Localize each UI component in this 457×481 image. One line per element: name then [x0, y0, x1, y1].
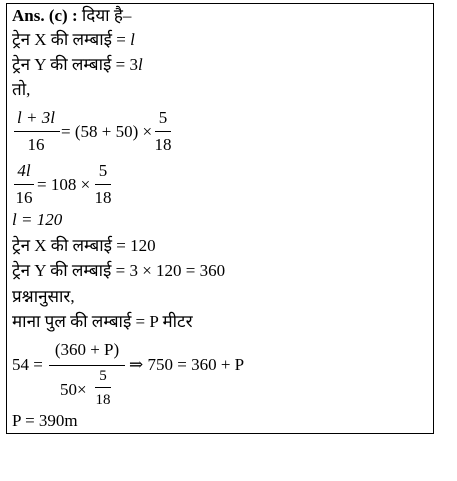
then-text: तो, [12, 80, 31, 99]
train-x-length-result: ट्रेन X की लम्बाई = 120 [12, 236, 156, 255]
eq3-den-a: 50× [60, 380, 87, 399]
answer-label: Ans. (c) : [12, 6, 78, 25]
train-y-length-result: ट्रेन Y की लम्बाई = 3 × 120 = 360 [12, 261, 226, 280]
l-value: l = 120 [12, 210, 63, 229]
eq1-numerator: l + 3l [17, 108, 55, 127]
answer-box [6, 3, 434, 434]
eq2-fraction-bar [14, 184, 34, 185]
eq1-middle: = (58 + 50) × [61, 122, 153, 141]
eq2-frac-bar [95, 184, 111, 185]
eq3-lhs: 54 = [12, 355, 43, 374]
eq3-fraction-bar [49, 365, 125, 366]
eq1-frac-numerator: 5 [158, 108, 168, 127]
eq3-den-frac-denominator: 18 [95, 392, 111, 408]
eq2-denominator: 16 [15, 188, 33, 207]
eq2-frac-numerator: 5 [98, 161, 108, 180]
eq1-frac-bar [155, 131, 171, 132]
eq1-fraction-bar [14, 131, 60, 132]
eq3-rhs: ⇒ 750 = 360 + P [129, 355, 245, 374]
train-x-length-line [12, 30, 135, 50]
train-x-length-text: ट्रेन X की लम्बाई = [12, 30, 131, 49]
given-intro: दिया है– [81, 6, 132, 25]
variable-l: l [137, 55, 143, 74]
eq1-frac-denominator: 18 [154, 135, 172, 154]
eq2-numerator: 4l [17, 161, 31, 180]
final-result: P = 390m [12, 411, 78, 430]
eq3-den-frac-bar [95, 387, 111, 388]
eq3-den-frac-numerator: 5 [99, 368, 107, 384]
as-per-question: प्रश्नानुसार, [12, 287, 75, 306]
eq2-middle: = 108 × [37, 175, 91, 194]
eq2-frac-denominator: 18 [94, 188, 112, 207]
eq3-numerator: (360 + P) [54, 340, 120, 359]
train-y-length-line [12, 55, 143, 75]
train-y-length-text: ट्रेन Y की लम्बाई = 3 [12, 55, 138, 74]
answer-header [12, 6, 131, 26]
bridge-length-assumption: माना पुल की लम्बाई = P मीटर [12, 312, 193, 331]
variable-l: l [130, 30, 135, 49]
eq1-denominator: 16 [27, 135, 45, 154]
